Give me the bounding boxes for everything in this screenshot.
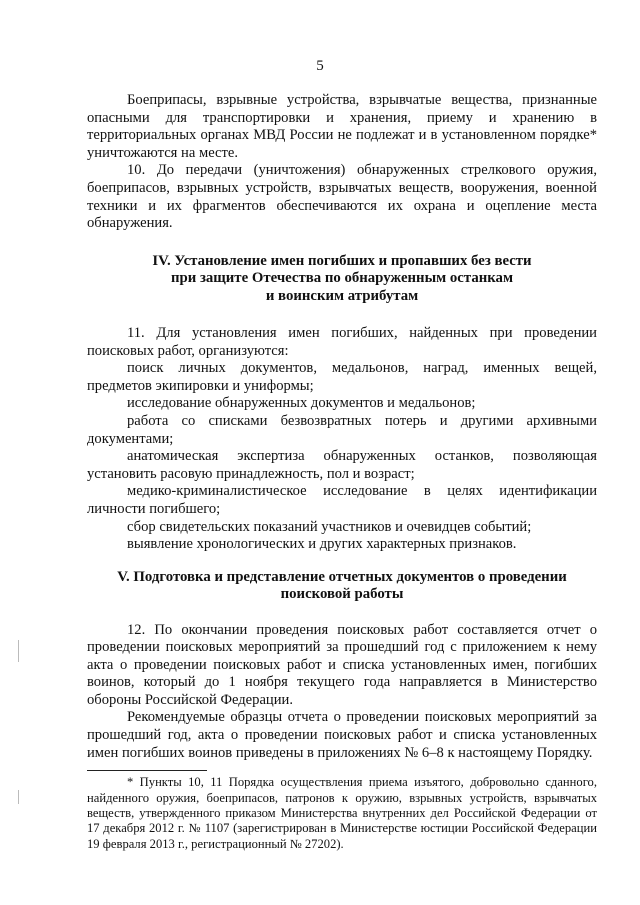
section-4-heading-line: при защите Отечества по обнаруженным останкам (170, 270, 514, 287)
list-item: медико-криминалистическое исследование в целях идентификации личности погибшего; (87, 483, 597, 517)
paragraph-recommended-forms: Рекомендуемые образцы отчета о проведении поисковых мероприятий за прошедший год, акта о проведении поисковых работ и списка установленных имен погибших воинов приведены в приложениях № 6–8 к настоящему Порядку. (87, 709, 597, 761)
list-item: работа со списками безвозвратных потерь и другими архивными документами; (87, 412, 597, 447)
page-number: 5 (316, 58, 324, 74)
section-5-heading-line: V. Подготовка и представление отчетных документов о проведении (117, 568, 567, 585)
list-item: выявление хронологических и других характерных признаков. (127, 536, 517, 553)
scan-margin-mark (18, 790, 19, 804)
paragraph-12: 12. По окончании проведения поисковых работ составляется отчет о проведении поисковых мероприятий за прошедший год с приложением к нему акта о проведении поисковых работ и списка установленных имен, погибших воинов, который до 1 ноября текущего года направляется в Министерство обороны Российской Федерации. (87, 621, 597, 708)
list-item: анатомическая экспертиза обнаруженных останков, позволяющая установить расовую принадлежность, пол и возраст; (87, 448, 597, 482)
list-item: поиск личных документов, медальонов, наград, именных вещей, предметов экипировки и униформы; (87, 360, 597, 394)
footnote: * Пункты 10, 11 Порядка осуществления приема изъятого, добровольно сданного, найденного оружия, боеприпасов, патронов к оружию, взрывных устройств, взрывчатых веществ, утвержденного приказом Министерства внутренних дел Российской Федерации от 17 декабря 2012 г. № 1107 (зарегистрирован в Министерстве юстиции Российской Федерации 19 февраля 2013 г., регистрационный № 27202). (87, 775, 597, 851)
paragraph-ammunition-disposal: Боеприпасы, взрывные устройства, взрывчатые вещества, признанные опасными для транспортировки и хранения, приему и хранению в территориальных органах МВД России не подлежат и в установленном порядке* уничтожаются на месте. (87, 92, 597, 161)
paragraph-11: 11. Для установления имен погибших, найденных при проведении поисковых работ, организуются: (87, 324, 597, 359)
scan-margin-mark (18, 640, 19, 662)
footnote-separator (87, 770, 207, 771)
list-item: исследование обнаруженных документов и медальонов; (127, 395, 476, 412)
paragraph-10: 10. До передачи (уничтожения) обнаруженных стрелкового оружия, боеприпасов, взрывных устройств, взрывчатых веществ, вооружения, военной техники и их фрагментов обеспечиваются их охрана и оцепление места обнаружения. (87, 162, 597, 232)
list-item: сбор свидетельских показаний участников и очевидцев событий; (127, 518, 532, 535)
document-body (87, 92, 597, 852)
section-4-heading (87, 253, 597, 305)
section-4-heading-line: IV. Установление имен погибших и пропавших без вести (152, 252, 532, 269)
section-4-heading-line: и воинским атрибутам (265, 287, 419, 304)
section-5-heading (87, 569, 597, 604)
section-5-heading-line: поисковой работы (280, 586, 404, 603)
